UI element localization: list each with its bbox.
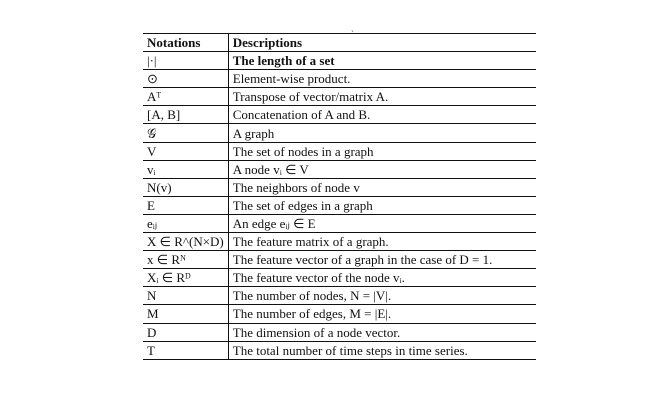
notation-cell: M	[143, 305, 228, 323]
table-row	[143, 160, 536, 178]
description-cell: An edge eᵢⱼ ∈ E	[228, 214, 536, 232]
table-row	[143, 214, 536, 232]
notation-cell: |·|	[143, 52, 228, 70]
table-row	[143, 251, 536, 269]
notation-cell: ⊙	[143, 70, 228, 88]
description-cell: Concatenation of A and B.	[228, 106, 536, 124]
description-cell: The total number of time steps in time series.	[228, 341, 536, 359]
table-header-row	[143, 34, 536, 52]
table-row	[143, 269, 536, 287]
table-row	[143, 52, 536, 70]
notation-cell: T	[143, 341, 228, 359]
table-row	[143, 142, 536, 160]
header-notations: Notations	[143, 34, 228, 52]
description-cell: The feature vector of the node vᵢ.	[228, 269, 536, 287]
table-row	[143, 196, 536, 214]
notation-cell: vᵢ	[143, 160, 228, 178]
description-cell: The set of nodes in a graph	[228, 142, 536, 160]
table-row	[143, 124, 536, 142]
table-row	[143, 323, 536, 341]
description-cell: The feature matrix of a graph.	[228, 233, 536, 251]
table-row	[143, 341, 536, 359]
notation-cell: x ∈ Rᴺ	[143, 251, 228, 269]
notation-cell: [A, B]	[143, 106, 228, 124]
description-cell: The dimension of a node vector.	[228, 323, 536, 341]
description-cell: The number of edges, M = |E|.	[228, 305, 536, 323]
description-cell: A graph	[228, 124, 536, 142]
notation-cell: X ∈ R^(N×D)	[143, 233, 228, 251]
notation-cell: N(v)	[143, 178, 228, 196]
notation-cell: eᵢⱼ	[143, 214, 228, 232]
description-cell: Element-wise product.	[228, 70, 536, 88]
description-cell: The feature vector of a graph in the case of D = 1.	[228, 251, 536, 269]
description-cell: The neighbors of node v	[228, 178, 536, 196]
table-row	[143, 287, 536, 305]
notation-cell: V	[143, 142, 228, 160]
table-row	[143, 88, 536, 106]
header-descriptions: Descriptions	[228, 34, 536, 52]
table-row	[143, 178, 536, 196]
notation-cell: Xᵢ ∈ Rᴰ	[143, 269, 228, 287]
description-cell: Transpose of vector/matrix A.	[228, 88, 536, 106]
table-row	[143, 106, 536, 124]
notation-cell: E	[143, 196, 228, 214]
caption-fragment: ˏ	[351, 23, 354, 33]
table-row	[143, 233, 536, 251]
description-cell: The number of nodes, N = |V|.	[228, 287, 536, 305]
description-cell: A node vᵢ ∈ V	[228, 160, 536, 178]
notation-cell: D	[143, 323, 228, 341]
table-row	[143, 70, 536, 88]
description-cell: The set of edges in a graph	[228, 196, 536, 214]
notation-table	[143, 33, 536, 360]
notation-cell: 𝒢	[143, 124, 228, 142]
table-row	[143, 305, 536, 323]
notation-cell: Aᵀ	[143, 88, 228, 106]
description-cell: The length of a set	[228, 52, 536, 70]
notation-cell: N	[143, 287, 228, 305]
